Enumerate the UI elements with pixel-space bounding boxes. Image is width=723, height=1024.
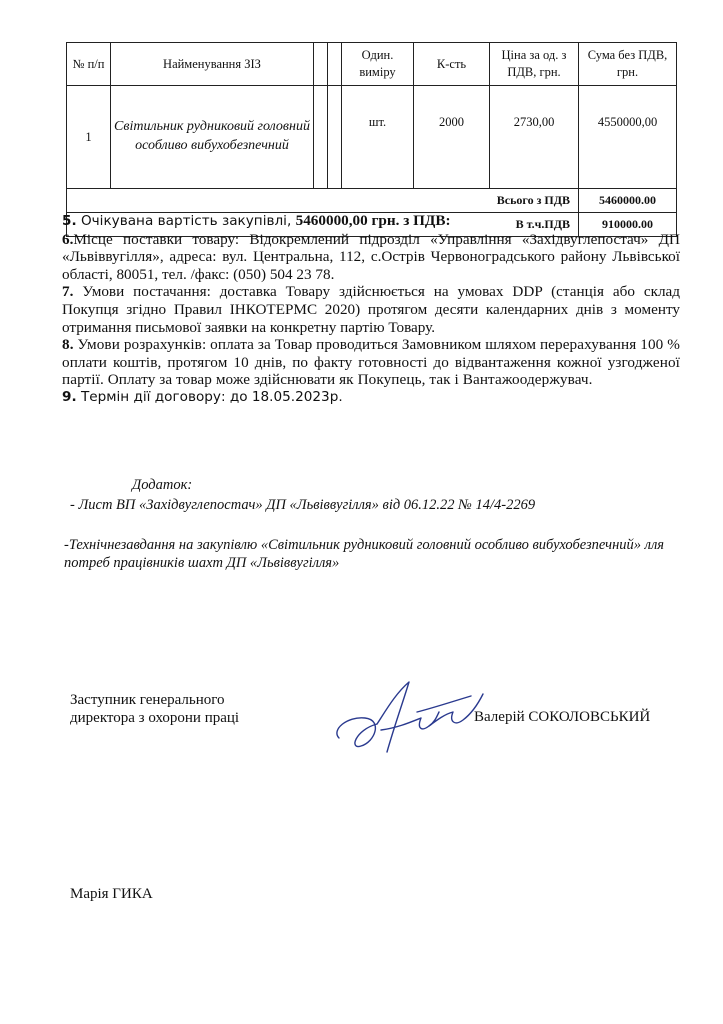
- vat-label: В т.ч.ПДВ: [67, 213, 579, 237]
- paragraph-9-text: Термін дії договору: до 18.05.2023р.: [80, 388, 343, 405]
- header-num: № п/п: [67, 43, 111, 86]
- paragraph-6-text: Місце поставки товару: Відокремлений підрозділ «Управління «Західвуглепостач» ДП «Львіввугілля», адреса: вул. Центральна, 112, с.Острів Червоноградського району Львівської області, 80051, тел. /факс: (050) 504 23 78.: [62, 230, 680, 283]
- total-with-vat-value: 5460000.00: [579, 189, 677, 213]
- header-name: Найменування ЗІЗ: [111, 43, 314, 86]
- cell-sum: 4550000,00: [579, 86, 677, 189]
- paragraph-5: [62, 212, 680, 231]
- cell-blank-2: [328, 86, 342, 189]
- paragraph-5-amount: 5460000,00 грн. з ПДВ:: [295, 212, 451, 229]
- cell-blank-1: [314, 86, 328, 189]
- paragraph-8: [62, 336, 680, 389]
- paragraph-9-number: 9.: [62, 388, 77, 405]
- cell-price: 2730,00: [490, 86, 579, 189]
- signatory-name: Валерій СОКОЛОВСЬКИЙ: [474, 709, 651, 725]
- attachments-heading: Додаток:: [132, 477, 193, 493]
- paragraph-5-text: Очікувана вартість закупівлі,: [80, 213, 292, 229]
- executor-name: Марія ГИКА: [70, 886, 153, 902]
- terms-section: [62, 212, 680, 407]
- paragraph-9: [62, 389, 680, 407]
- signatory-role-line-1: Заступник генерального: [70, 692, 225, 708]
- vat-value: 910000.00: [579, 213, 677, 237]
- header-blank-2: [328, 43, 342, 86]
- paragraph-7-text: Умови постачання: доставка Товару здійснюється на умовах DDP (станція або склад Покупця згідно Правил ІНКОТЕРМС 2020) протягом десяти календарних днів з моменту отримання письмової заявки на конкретну партію Товару.: [62, 283, 680, 336]
- header-sum: Сума без ПДВ, грн.: [579, 43, 677, 86]
- signatory-role: [70, 691, 239, 727]
- paragraph-8-text: Умови розрахунків: оплата за Товар проводиться Замовником шляхом перерахування 100 % оплати коштів, протягом 10 днів, по факту готовності до відвантаження кожної узгодженої партії. Оплату за товар може здійснювати як Покупець, так і Вантажоодержувач.: [62, 336, 680, 389]
- header-price: Ціна за од. з ПДВ, грн.: [490, 43, 579, 86]
- total-with-vat-row: [67, 189, 677, 213]
- cell-name: Світильник рудниковий головний особливо вибухобезпечний: [111, 86, 314, 189]
- paragraph-6: [62, 231, 680, 284]
- attachments-section: [64, 476, 680, 572]
- table-row: [67, 86, 677, 189]
- attachment-item-1: - Лист ВП «Західвуглепостач» ДП «Львіввугілля» від 06.12.22 № 14/4-2269: [70, 497, 536, 513]
- cell-unit: шт.: [342, 86, 414, 189]
- header-unit: Один. виміру: [342, 43, 414, 86]
- paragraph-6-number: 6.: [62, 230, 74, 248]
- table-header-row: [67, 43, 677, 86]
- paragraph-8-number: 8.: [62, 336, 74, 354]
- total-with-vat-label: Всього з ПДВ: [67, 189, 579, 213]
- paragraph-7: [62, 283, 680, 336]
- spec-table: [66, 42, 677, 237]
- cell-num: 1: [67, 86, 111, 189]
- header-blank-1: [314, 43, 328, 86]
- header-qty: К-сть: [414, 43, 490, 86]
- cell-qty: 2000: [414, 86, 490, 189]
- paragraph-5-number: 5.: [62, 213, 77, 229]
- handwritten-signature: [325, 672, 495, 762]
- paragraph-7-number: 7.: [62, 283, 74, 301]
- signatory-role-line-2: директора з охорони праці: [70, 710, 240, 726]
- attachment-item-2: -Технічнезавдання на закупівлю «Світильник рудниковий головний особливо вибухобезпечний» лля потреб працівників шахт ДП «Львіввугілля»: [64, 537, 665, 571]
